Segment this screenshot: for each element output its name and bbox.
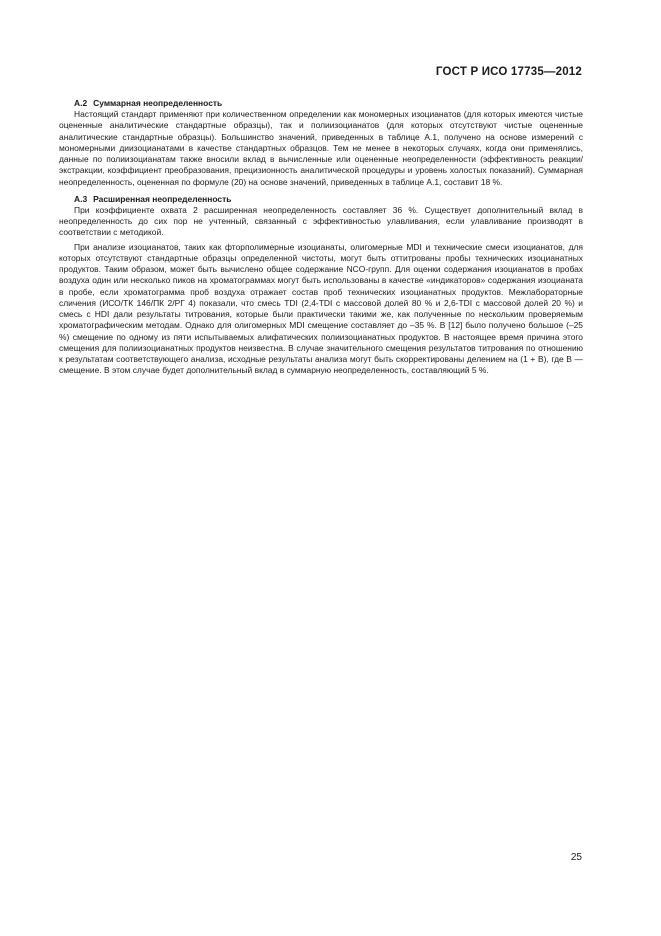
section-number: А.2: [74, 98, 88, 108]
paragraph: При коэффициенте охвата 2 расширенная неопределенность составляет 36 %. Существует дополнительный вклад в неопределенность до сих пор не учтенный, связанный с эффективностью улавливания, если улавливание производят в соответствии с методикой.: [59, 204, 583, 238]
document-code-header: ГОСТ Р ИСО 17735—2012: [435, 66, 582, 78]
page-number: 25: [570, 852, 582, 863]
section-title: Расширенная неопределенность: [93, 193, 232, 204]
section-title: Суммарная неопределенность: [93, 98, 223, 108]
section-heading: [74, 193, 583, 205]
section-a3: [59, 193, 583, 377]
section-heading: [74, 97, 583, 109]
paragraph: Настоящий стандарт применяют при количественном определении как мономерных изоцианатов (для которых имеются чистые оцененные аналитические стандартные образцы), так и полиизоцианатов (для которых отсутствуют чистые оцененные аналитические стандартные образцы). Большинство значений, приведенных в таблице А.1, получено на основе измерений с мономерными диизоцианатами в качестве стандартных образцов. Тем не менее в некоторых случаях, когда они применялись, данные по полиизоцианатам также вносили вклад в вычисленные или оцененные неопределенности (эффективность реакции/экстракции, коэффициент преобразования, прецизионность аналитической процедуры и уровень холостых показаний). Суммарная неопределенность, оцененная по формуле (20) на основе значений, приведенных в таблице А.1, составит 18 %.: [59, 109, 583, 187]
document-body: [59, 97, 583, 382]
paragraph: При анализе изоцианатов, таких как фторполимерные изоцианаты, олигомерные MDI и технические смеси изоцианатов, для которых отсутствуют стандартные образцы определенной чистоты, могут быть оттитрованы пробы технических изоцианатных продуктов. Таким образом, может быть вычислено общее содержание NCO-групп. Для оценки содержания изоцианатов в пробах воздуха один или несколько пиков на хроматограммах могут быть использованы в качестве «индикаторов» содержания изоцианата в пробе, если хроматограмма проб воздуха отражает состав проб технических изоцианатных продуктов. Межлабораторные сличения (ИСО/ТК 146/ПК 2/РГ 4) показали, что смесь TDI (2,4-TDI с массовой долей 80 % и 2,6-TDI с массовой долей 20 %) и смесь с HDI дали результаты титрования, которые были практически такими же, как полученные по нескольким проверяемым хроматографическим методам. Однако для олигомерных MDI смещение составляет до –35 %. В [12] было получено большое (–25 %) смещение по одному из пяти испытываемых алифатических полиизоцианатных продуктов. В настоящее время причина этого смещения для полиизоцианатных продуктов неизвестна. В случае значительного смещения результатов титрования по отношению к результатам соответствующего анализа, исходные результаты анализа могут быть скорректированы делением на (1 + B), где B — смещение. В этом случае будет дополнительный вклад в суммарную неопределенность, составляющий 5 %.: [59, 241, 583, 376]
section-number: А.3: [74, 193, 88, 204]
section-a2: [59, 97, 583, 188]
